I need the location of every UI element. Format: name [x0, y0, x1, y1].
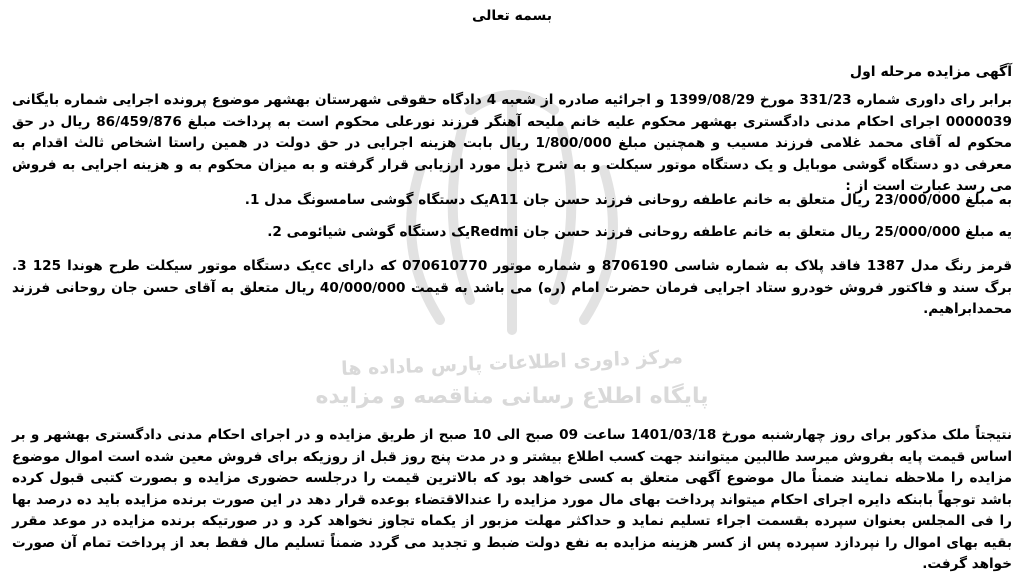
- item-2: یه مبلغ 25/000/000 ریال متعلق به خانم عاطفه روحانی فرزند حسن جان Redmiیک دستگاه گوشی شیائومی 2.: [267, 224, 1012, 240]
- item-3: قرمز رنگ مدل 1387 فاقد پلاک به شماره شاسی 8706190 و شماره موتور 070610770 که دارای ccیک دستگاه موتور سیکلت طرح هوندا 125 3. برگ سند و فاکتور فروش خودرو ستاد اجرایی فرمان حضرت امام (ره) می باشد به قیمت 40/000/000 ریال متعلق به آقای حسن جان روحانی فرزند محمدابراهیم.: [12, 258, 1012, 317]
- watermark-line-2: پایگاه اطلاع رسانی مناقصه و مزایده: [315, 384, 709, 409]
- watermark-line-1: مرکز داوری اطلاعات پارس ماداده ها: [340, 346, 684, 380]
- intro-paragraph: برابر رای داوری شماره 331/23 مورخ 1399/08/29 و اجرائیه صادره از شعبه 4 دادگاه حقوقی شهرستان بهشهر موضوع پرونده اجرایی شماره بایگانی 0000039 اجرای احکام مدنی دادگستری بهشهر محکوم علیه خانم ملیحه آهنگر فرزند نورعلی محکوم است به پرداخت مبلغ 86/459/876 ریال در حق محکوم له آقای محمد غلامی فرزند مسیب و همچنین مبلغ 1/800/000 ریال بابت هزینه اجرایی در حق دولت در همین راستا اشخاص ثالث اقدام به معرفی دو دستگاه گوشی موبایل و یک دستگاه موتور سیکلت و به شرح ذیل مورد ارزیابی قرار گرفته و به میزان محکوم به و هزینه اجرایی به فروش می رسد عبارت است از :: [12, 92, 1013, 194]
- document-heading: بسمه تعالی: [471, 8, 553, 24]
- item-1: به مبلغ 23/000/000 ریال متعلق به خانم عاطفه روحانی فرزند حسن جان A11یک دستگاه گوشی سامسونگ مدل 1.: [244, 192, 1012, 208]
- result-paragraph: نتیجتاً ملک مذکور برای روز چهارشنبه مورخ 1401/03/18 ساعت 09 صبح الی 10 صبح از طریق مزایده و در اجرای احکام مدنی دادگستری بهشهر و بر اساس قیمت پایه بفروش میرسد طالبین میتوانند جهت کسب اطلاع بیشتر و در مدت پنج روز قبل از روزیکه برای فروش معین شده است اموال موضوع مزایده را ملاحظه نمایند ضمناً مال موضوع آگهی متعلق به کسی خواهد بود که بالاترین قیمت را درجلسه حضوری مزایده و بصورت کتبی قبول کرده باشد توجهاً بابنکه دایره اجرای احکام میتواند پرداخت بهای مال مورد مزایده را عندالاقتضاء بوعده قرار دهد در این صورت برنده مزایده باید ده درصد بها را فی المجلس بعنوان سپرده بقسمت اجراء تسلیم نماید و حداکثر مهلت مزبور از یکماه تجاوز نخواهد کرد و در صورتیکه برنده مزایده در موعد مقرر بقیه بهای اموال را نپردازد سپرده پس از کسر هزینه مزایده به نفع دولت ضبط و تجدید می گردد ضمناً تسلیم مال فقط بعد از پرداخت تمام آن صورت خواهد گرفت.: [12, 427, 1012, 572]
- notice-title: آگهی مزایده مرحله اول: [849, 64, 1012, 80]
